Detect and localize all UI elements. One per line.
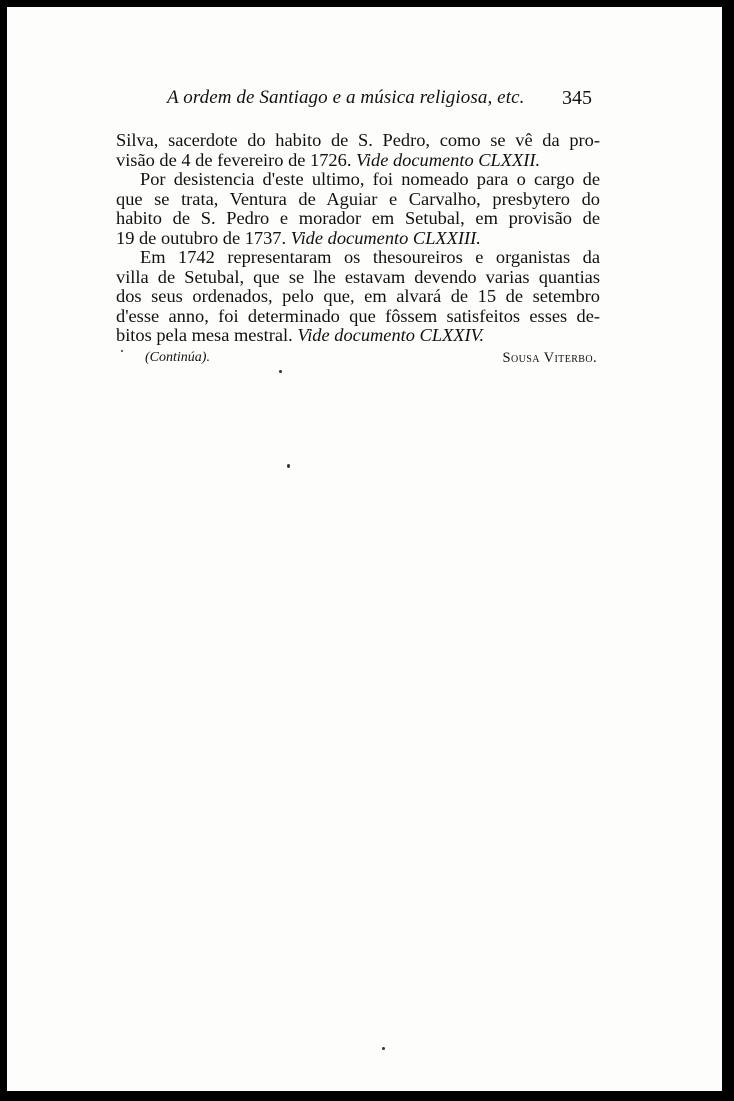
paper-speck — [382, 1047, 385, 1050]
text-line: habito de S. Pedro e morador em Setubal, em provisão de — [116, 208, 600, 228]
text-line: que se trata, Ventura de Aguiar e Carvalho, presbytero do — [116, 188, 600, 209]
text-line: Silva, sacerdote do habito de S. Pedro, como se vê da pro- — [116, 130, 600, 150]
text-line — [116, 229, 600, 249]
paper-speck — [287, 464, 290, 468]
text-line: dos seus ordenados, pelo que, em alvará de 15 de setembro — [116, 286, 600, 306]
paper-speck — [121, 350, 123, 352]
text-fragment: bitos pela mesa mestral. — [116, 325, 293, 345]
text-line — [116, 326, 600, 346]
text-fragment: visão de 4 de fevereiro de 1726. — [116, 149, 352, 170]
text-line — [116, 151, 600, 171]
paragraph-first-line: Em 1742 representaram os thesoureiros e organistas da — [140, 247, 600, 267]
text-line: d'esse anno, foi determinado que fôssem satisfeitos esses de- — [116, 305, 600, 326]
text-fragment: 19 de outubro de 1737. — [116, 227, 287, 248]
continua-note: (Continúa). — [145, 350, 210, 365]
author-signature: Sousa Viterbo. — [502, 350, 597, 366]
text-line: villa de Setubal, que se lhe estavam devendo varias quantias — [116, 266, 600, 287]
document-reference: Vide documento CLXXII. — [356, 149, 541, 170]
paper-speck — [279, 370, 282, 373]
document-reference: Vide documento CLXXIII. — [290, 227, 481, 248]
running-title: A ordem de Santiago e a música religiosa, etc. — [167, 87, 525, 108]
page-number: 345 — [562, 87, 592, 109]
body-text — [116, 131, 600, 346]
document-reference: Vide documento CLXXIV. — [297, 325, 485, 345]
paragraph-first-line: Por desistencia d'este ultimo, foi nomeado para o cargo de — [140, 169, 600, 189]
